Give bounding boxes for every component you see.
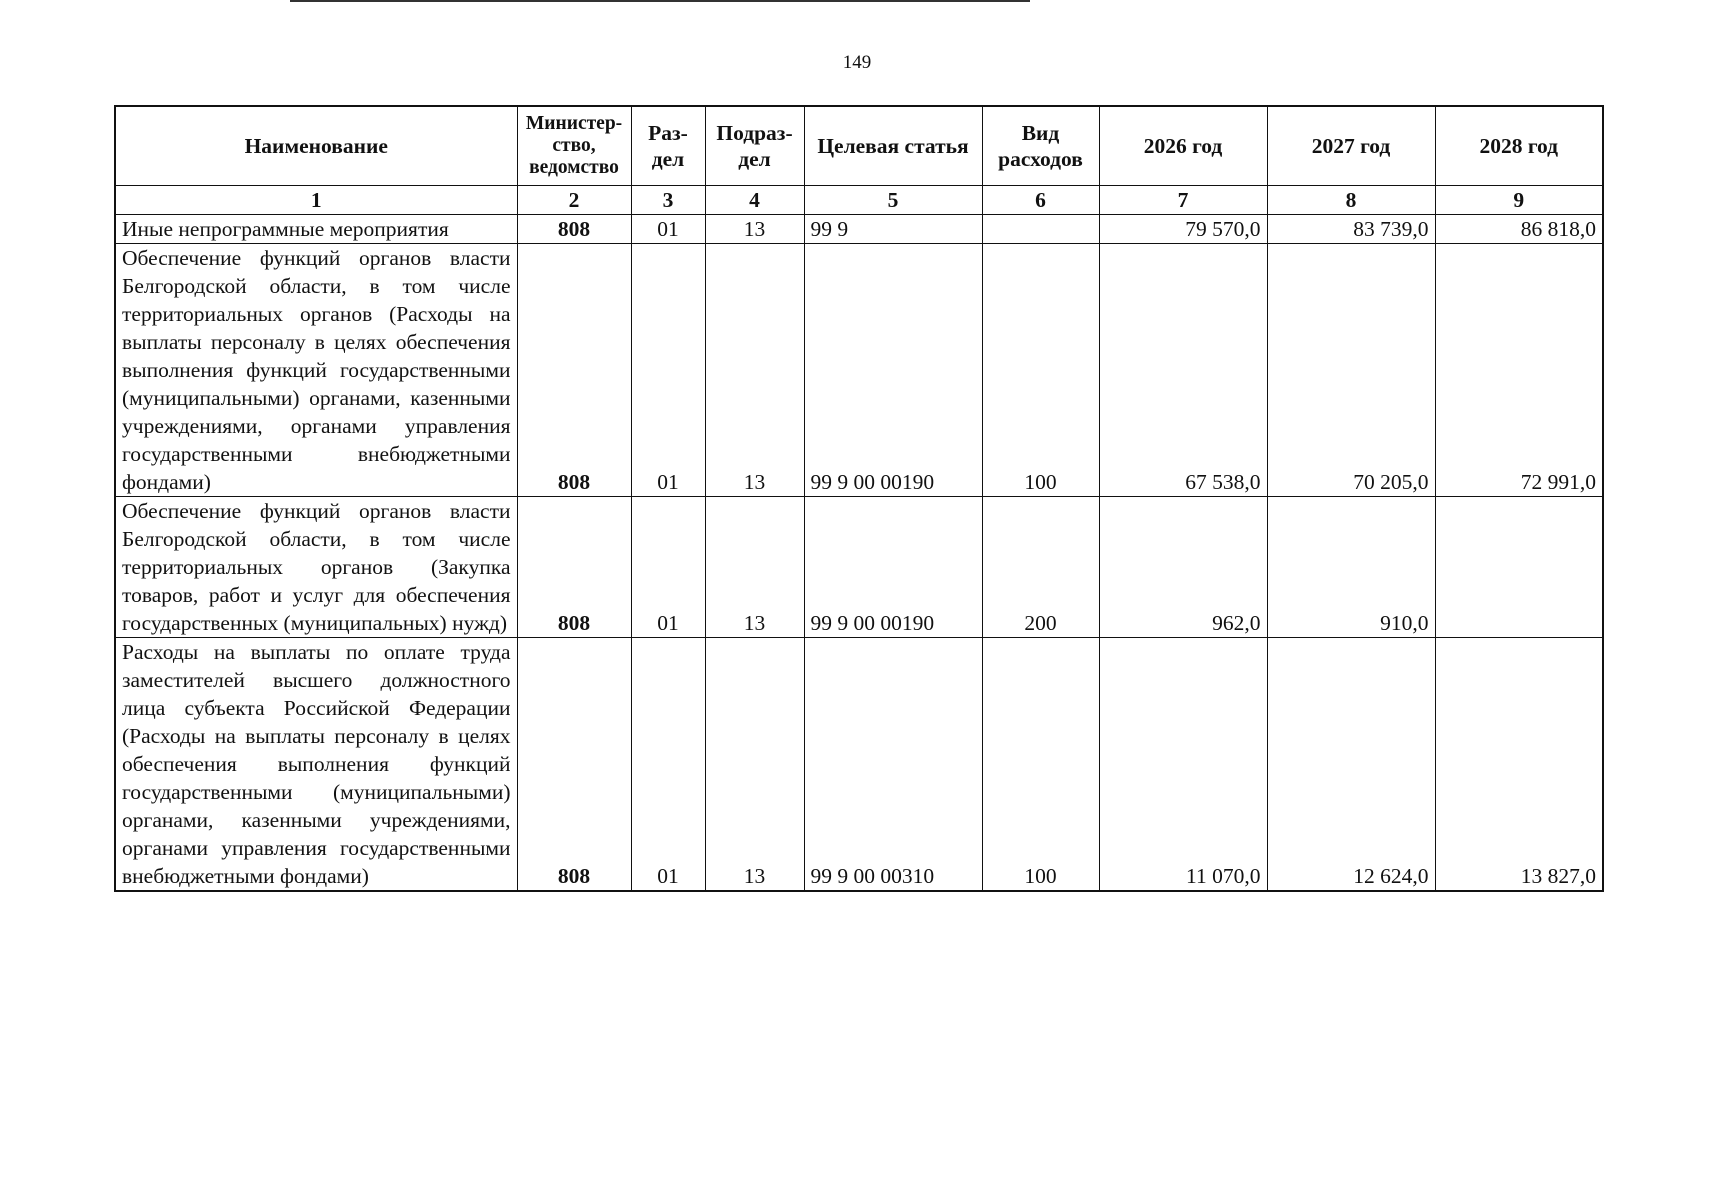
row-section: 01 bbox=[631, 244, 705, 497]
row-section: 01 bbox=[631, 497, 705, 638]
column-number: 3 bbox=[631, 186, 705, 215]
table-row bbox=[115, 497, 1603, 638]
row-expense-type bbox=[982, 215, 1099, 244]
column-number-row bbox=[115, 186, 1603, 215]
row-ministry: 808 bbox=[517, 497, 631, 638]
row-name: Иные непрограммные мероприятия bbox=[115, 215, 517, 244]
budget-table bbox=[114, 105, 1604, 892]
top-rule bbox=[290, 0, 1030, 2]
table-row bbox=[115, 638, 1603, 892]
row-subsection: 13 bbox=[705, 215, 804, 244]
column-number: 1 bbox=[115, 186, 517, 215]
row-2028: 72 991,0 bbox=[1435, 244, 1603, 497]
header-ministry: Министер-ство, ведомство bbox=[517, 106, 631, 186]
row-2027: 83 739,0 bbox=[1267, 215, 1435, 244]
row-target: 99 9 bbox=[804, 215, 982, 244]
table-row bbox=[115, 244, 1603, 497]
column-number: 5 bbox=[804, 186, 982, 215]
header-2028: 2028 год bbox=[1435, 106, 1603, 186]
row-2027: 12 624,0 bbox=[1267, 638, 1435, 892]
header-row bbox=[115, 106, 1603, 186]
row-subsection: 13 bbox=[705, 497, 804, 638]
column-number: 2 bbox=[517, 186, 631, 215]
column-number: 4 bbox=[705, 186, 804, 215]
column-number: 6 bbox=[982, 186, 1099, 215]
row-2028: 86 818,0 bbox=[1435, 215, 1603, 244]
row-name: Обеспечение функций органов власти Белгородской области, в том числе территориальных органов (Расходы на выплаты персоналу в целях обеспечения выполнения функций государственными (муниципальными) органами, казенными учреждениями, органами управления государственными внебюджетными фондами) bbox=[115, 244, 517, 497]
row-section: 01 bbox=[631, 215, 705, 244]
row-2026: 79 570,0 bbox=[1099, 215, 1267, 244]
column-number: 8 bbox=[1267, 186, 1435, 215]
row-target: 99 9 00 00190 bbox=[804, 497, 982, 638]
header-2026: 2026 год bbox=[1099, 106, 1267, 186]
header-target: Целевая статья bbox=[804, 106, 982, 186]
row-2028 bbox=[1435, 497, 1603, 638]
header-expense-type: Вид расходов bbox=[982, 106, 1099, 186]
row-section: 01 bbox=[631, 638, 705, 892]
row-ministry: 808 bbox=[517, 215, 631, 244]
header-subsection: Подраз-дел bbox=[705, 106, 804, 186]
row-subsection: 13 bbox=[705, 638, 804, 892]
row-name: Обеспечение функций органов власти Белгородской области, в том числе территориальных органов (Закупка товаров, работ и услуг для обеспечения государственных (муниципальных) нужд) bbox=[115, 497, 517, 638]
row-name: Расходы на выплаты по оплате труда заместителей высшего должностного лица субъекта Российской Федерации (Расходы на выплаты персоналу в целях обеспечения выполнения функций государственными (муниципальными) органами, казенными учреждениями, органами управления государственными внебюджетными фондами) bbox=[115, 638, 517, 892]
column-number: 7 bbox=[1099, 186, 1267, 215]
row-expense-type: 100 bbox=[982, 638, 1099, 892]
row-2027: 70 205,0 bbox=[1267, 244, 1435, 497]
header-2027: 2027 год bbox=[1267, 106, 1435, 186]
row-2026: 67 538,0 bbox=[1099, 244, 1267, 497]
row-target: 99 9 00 00190 bbox=[804, 244, 982, 497]
row-subsection: 13 bbox=[705, 244, 804, 497]
row-target: 99 9 00 00310 bbox=[804, 638, 982, 892]
row-expense-type: 100 bbox=[982, 244, 1099, 497]
row-ministry: 808 bbox=[517, 244, 631, 497]
row-ministry: 808 bbox=[517, 638, 631, 892]
row-2026: 962,0 bbox=[1099, 497, 1267, 638]
row-2026: 11 070,0 bbox=[1099, 638, 1267, 892]
page-number: 149 bbox=[842, 52, 872, 73]
row-2027: 910,0 bbox=[1267, 497, 1435, 638]
row-expense-type: 200 bbox=[982, 497, 1099, 638]
column-number: 9 bbox=[1435, 186, 1603, 215]
header-section: Раз-дел bbox=[631, 106, 705, 186]
row-2028: 13 827,0 bbox=[1435, 638, 1603, 892]
header-name: Наименование bbox=[115, 106, 517, 186]
table-row bbox=[115, 215, 1603, 244]
